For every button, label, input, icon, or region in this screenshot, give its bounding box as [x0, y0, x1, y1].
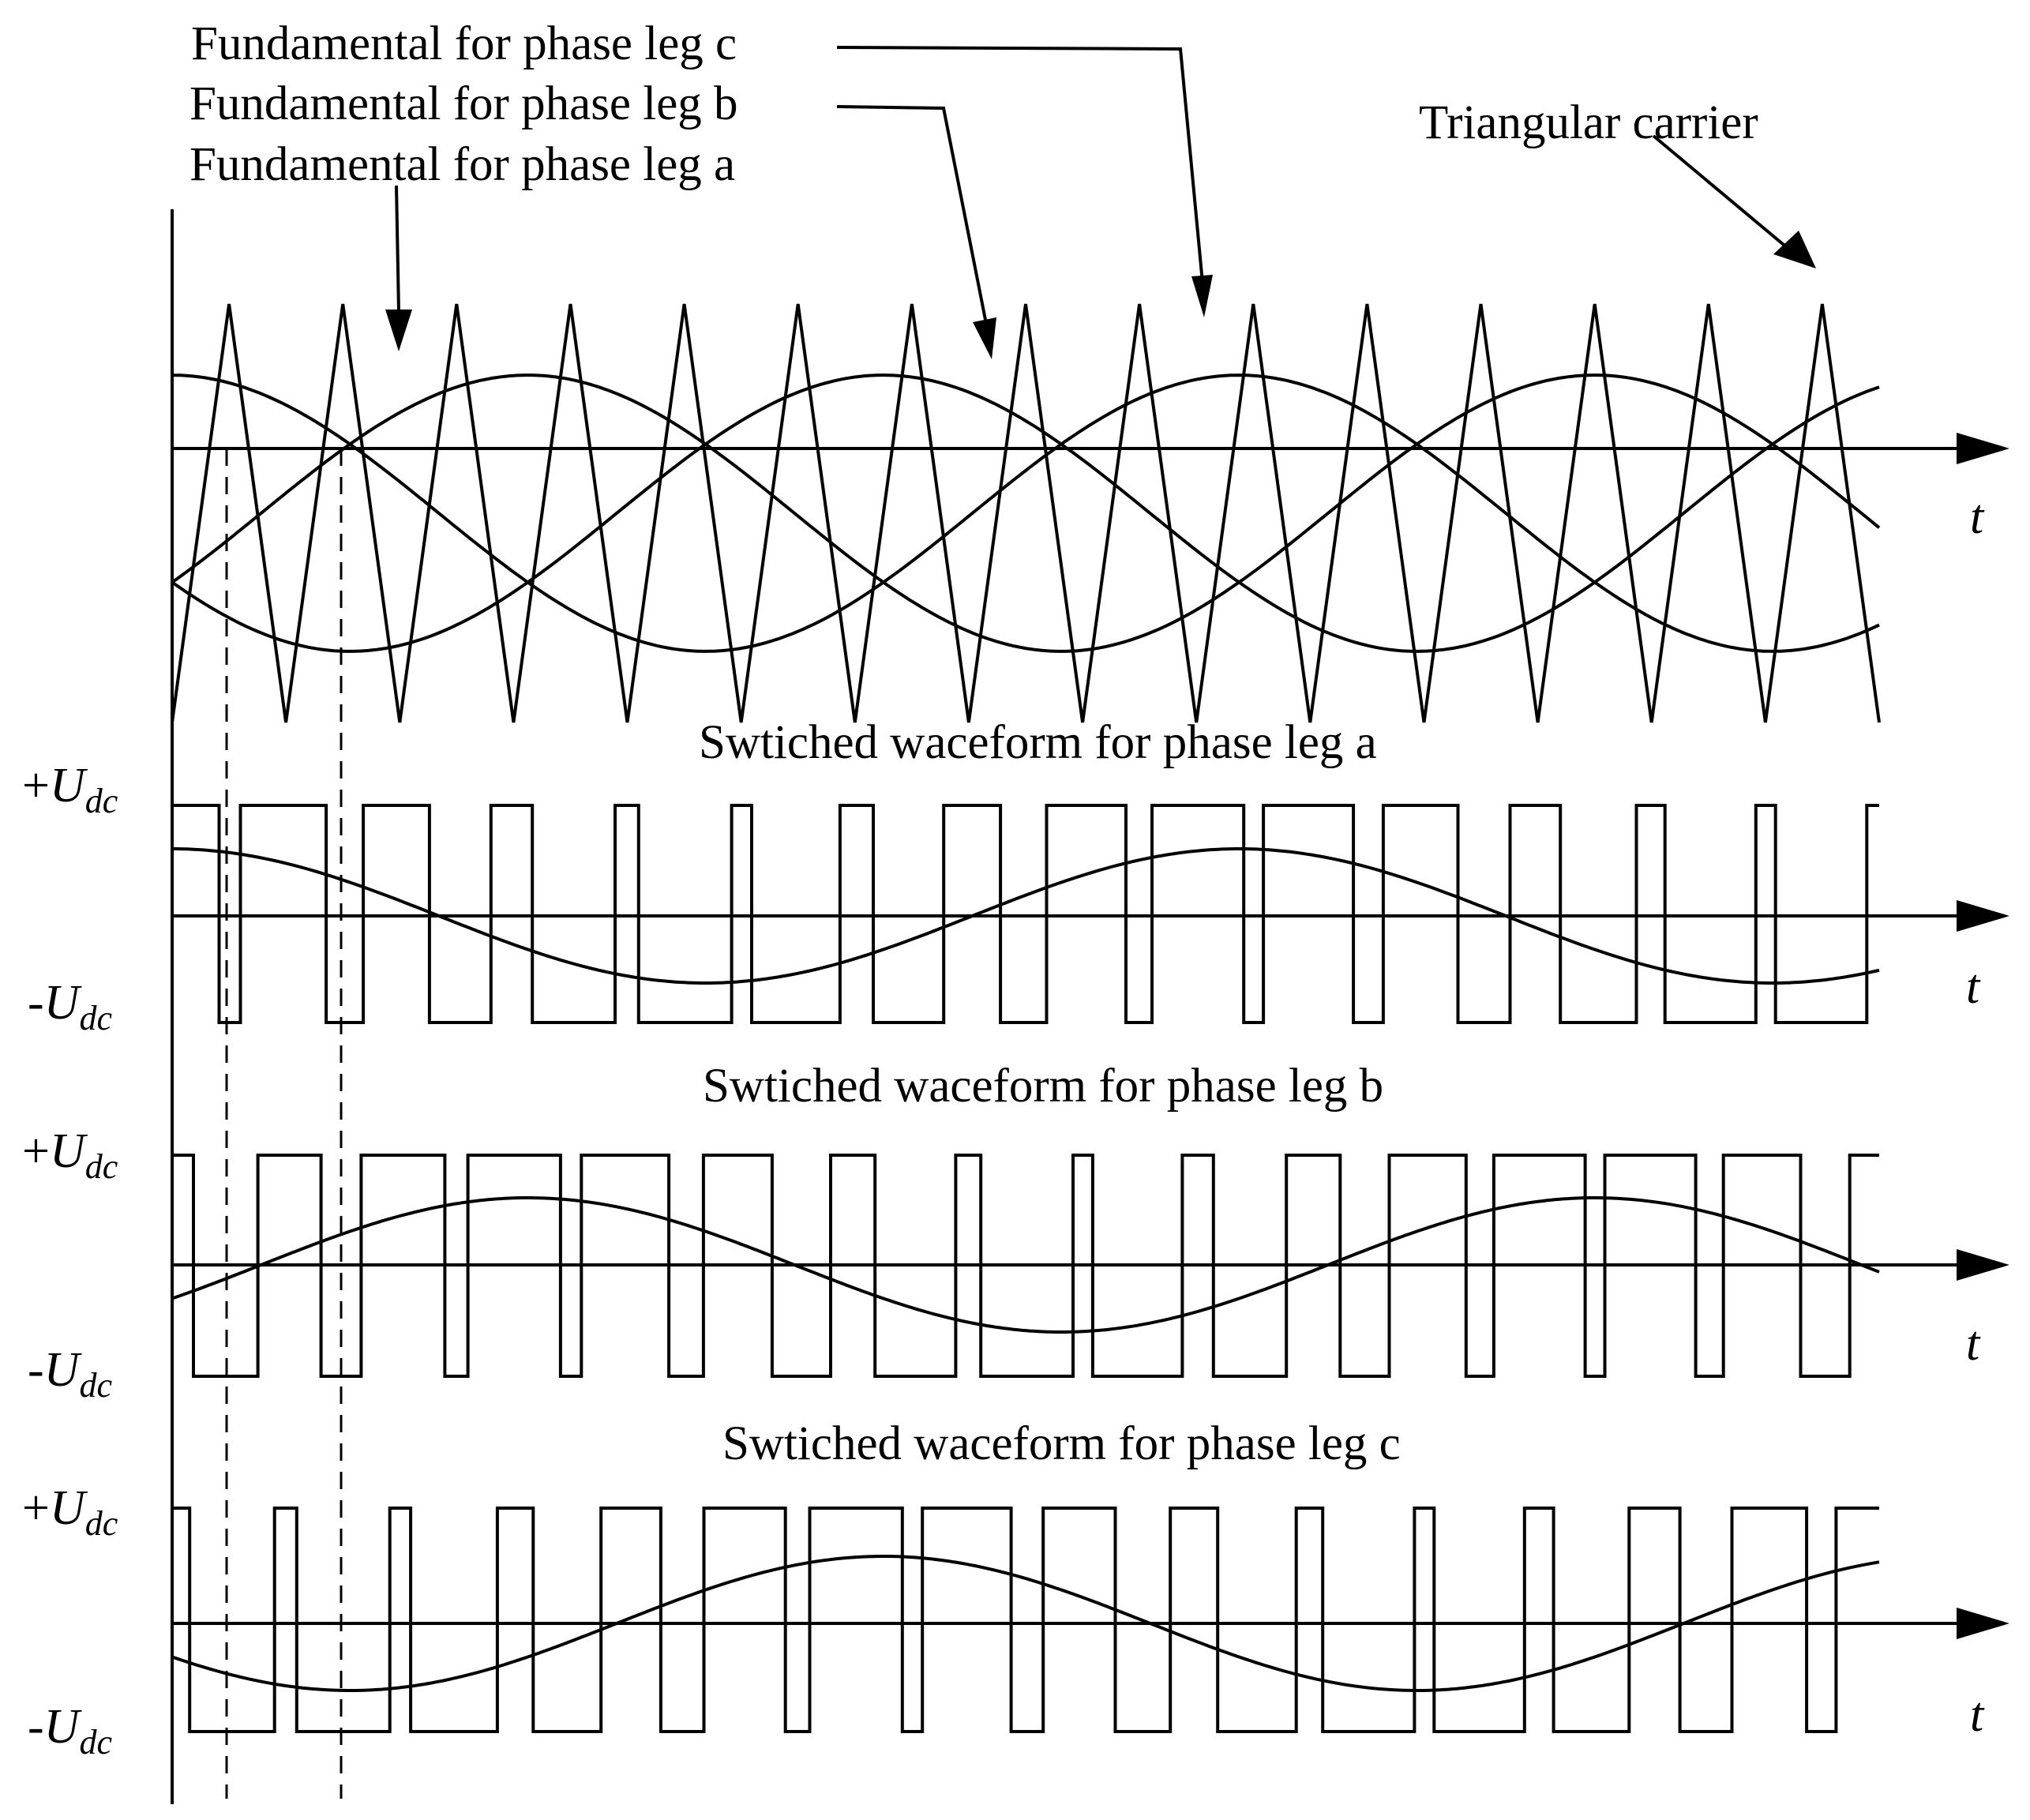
leader-carrier — [1653, 136, 1788, 249]
title-switched-c: Swtiched waceform for phase leg c — [722, 1417, 1401, 1470]
t-label-reference: t — [1970, 490, 1984, 544]
svg-text:+Udc: $+U_{dc}$ — [22, 1124, 118, 1186]
annotation-arrowheads — [385, 231, 1816, 359]
minus-udc-label-a — [28, 976, 112, 1038]
panel-switched-a — [22, 716, 2009, 1038]
t-label-a: t — [1966, 960, 1980, 1014]
plus-udc-label-b — [22, 1124, 118, 1186]
label-fundamental-c: Fundamental for phase leg c — [191, 17, 737, 70]
panel-reference — [172, 304, 2009, 722]
t-label-b: t — [1966, 1317, 1980, 1371]
panel-switched-b — [22, 1060, 2009, 1405]
plus-udc-label-a — [22, 759, 118, 820]
axis-arrowhead-a — [1957, 900, 2009, 932]
arrowhead-fundamental-c — [1191, 275, 1213, 317]
svg-text:-Udc: $-U_{dc}$ — [28, 1700, 112, 1762]
title-switched-a: Swtiched waceform for phase leg a — [699, 716, 1377, 769]
svg-text:+Udc: $+U_{dc}$ — [22, 1481, 118, 1543]
svg-text:-Udc: $-U_{dc}$ — [28, 976, 112, 1038]
t-label-c: t — [1970, 1688, 1984, 1742]
plus-udc-label-c — [22, 1481, 118, 1543]
axis-arrowhead-c — [1957, 1608, 2009, 1639]
axis-arrowhead-b — [1957, 1249, 2009, 1281]
leader-fundamental-b — [837, 107, 987, 328]
svg-text:-Udc: $-U_{dc}$ — [28, 1343, 112, 1405]
arrowhead-fundamental-b — [973, 317, 996, 359]
arrowhead-carrier — [1773, 231, 1816, 268]
svg-text:+Udc: $+U_{dc}$ — [22, 759, 118, 820]
title-switched-b: Swtiched waceform for phase leg b — [703, 1060, 1384, 1113]
leader-fundamental-c — [837, 47, 1203, 283]
triangular-carrier-wave — [172, 304, 1879, 722]
minus-udc-label-c — [28, 1700, 112, 1762]
label-fundamental-a: Fundamental for phase leg a — [189, 138, 736, 191]
arrowhead-fundamental-a — [385, 310, 412, 351]
switched-waveform-a — [172, 805, 1879, 1023]
minus-udc-label-b — [28, 1343, 112, 1405]
switched-waveform-c — [172, 1508, 1879, 1732]
label-fundamental-b: Fundamental for phase leg b — [189, 77, 738, 130]
leader-fundamental-a — [396, 186, 399, 312]
panel-switched-c — [22, 1417, 2009, 1762]
label-triangular-carrier: Triangular carrier — [1419, 96, 1758, 149]
axis-arrowhead-reference — [1957, 433, 2009, 464]
